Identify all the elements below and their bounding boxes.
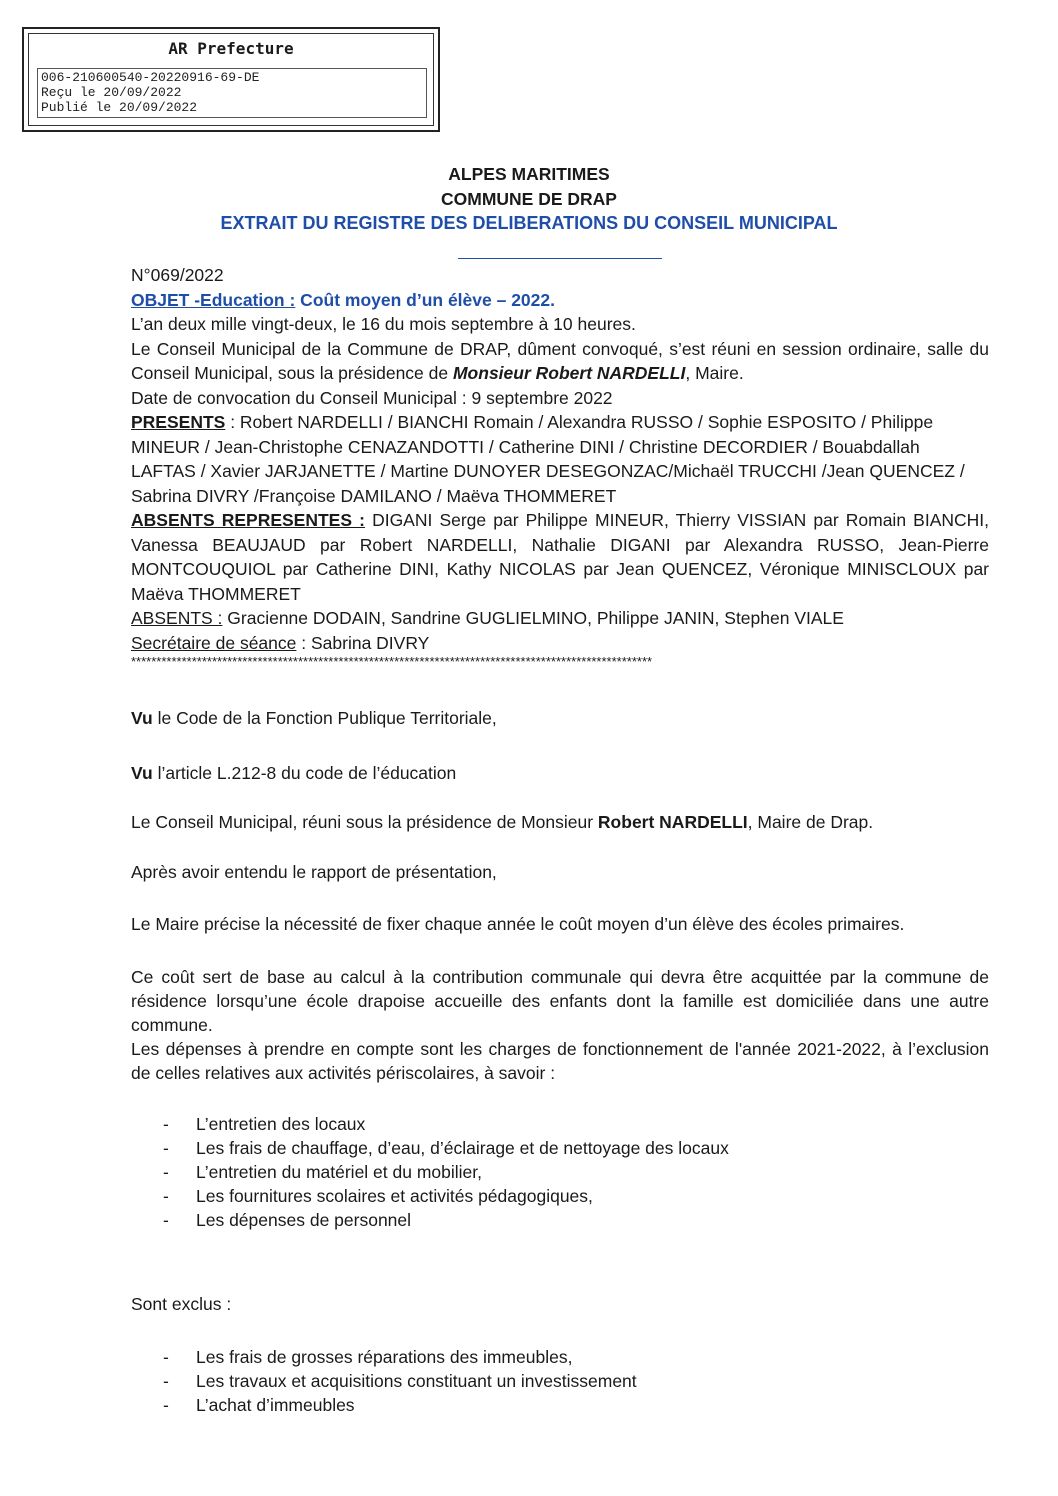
included-expenses-list (131, 1112, 989, 1232)
secretary-label: Secrétaire de séance (131, 632, 297, 653)
presents-paragraph (131, 410, 989, 508)
presents-label: PRESENTS (131, 412, 226, 432)
list-item: - L’entretien du matériel et du mobilier, (163, 1162, 482, 1182)
department-heading: ALPES MARITIMES (448, 164, 610, 184)
list-item: - Les dépenses de personnel (163, 1210, 412, 1230)
council-intro: Le Conseil Municipal, réuni sous la présidence de Monsieur (131, 812, 598, 832)
list-dash: - (163, 1186, 169, 1206)
convocation-paragraph (131, 337, 989, 386)
list-dash: - (163, 1162, 169, 1182)
presents-list: : Robert NARDELLI / BIANCHI Romain / Alexandra RUSSO / Sophie ESPOSITO / Philippe MINEUR / Jean-Christophe CENAZANDOTTI / Catherine DINI / Christine DECORDIER / Bouabdallah LAFTAS / Xavier JARJANETTE / Martine DUNOYER DESEGONZAC/Michaël TRUCCHI /Jean QUENCEZ / Sabrina DIVRY /Françoise DAMILANO / Maëva THOMMERET (131, 412, 965, 506)
list-dash: - (163, 1347, 169, 1367)
list-dash: - (163, 1210, 169, 1230)
vu-text: le Code de la Fonction Publique Territoriale, (152, 708, 497, 728)
vu-label: Vu (131, 708, 153, 728)
vu-code-education (131, 761, 989, 785)
deliberation-header-block (131, 263, 989, 669)
list-dash: - (163, 1371, 169, 1391)
convocation-date: Date de convocation du Conseil Municipal : 9 septembre 2022 (131, 387, 613, 408)
subject-text: Coût moyen d’un élève – 2022. (295, 289, 555, 310)
stamp-reference: 006-210600540-20220916-69-DE (41, 70, 260, 85)
cost-paragraph: Ce coût sert de base au calcul à la contribution communale qui devra être acquittée par la commune de résidence lorsqu’une école drapoise accueille des enfants dont la famille est domiciliée dans une autre commune. (131, 967, 989, 1035)
commune-heading: COMMUNE DE DRAP (441, 189, 617, 209)
secretary-paragraph (131, 631, 989, 656)
stamp-details (37, 68, 427, 118)
stamp-title: AR Prefecture (168, 39, 294, 58)
stamp-published-date: Publié le 20/09/2022 (41, 100, 198, 115)
vu-code-fonction-publique (131, 706, 989, 730)
deliberation-body (131, 706, 989, 1417)
list-item: - Les frais de grosses réparations des immeubles, (163, 1347, 573, 1367)
council-mayor-name: Robert NARDELLI (597, 812, 748, 832)
meeting-date: L’an deux mille vingt-deux, le 16 du mois septembre à 10 heures. (131, 314, 636, 334)
council-paragraph (131, 810, 989, 834)
absents-list: Gracienne DODAIN, Sandrine GUGLIELMINO, Philippe JANIN, Stephen VIALE (222, 608, 844, 628)
list-item: - Les travaux et acquisitions constituant un investissement (163, 1371, 637, 1391)
stamp-received-date: Reçu le 20/09/2022 (41, 85, 182, 100)
list-dash: - (163, 1395, 169, 1415)
list-item: - Les frais de chauffage, d’eau, d’éclairage et de nettoyage des locaux (163, 1138, 729, 1158)
deliberation-subject (131, 288, 989, 313)
absents-paragraph (131, 606, 989, 631)
report-paragraph: Après avoir entendu le rapport de présentation, (131, 862, 497, 882)
vu-label: Vu (131, 763, 153, 783)
secretary-name: : Sabrina DIVRY (296, 632, 430, 653)
subject-label: OBJET -Education : (131, 289, 296, 310)
council-end: , Maire de Drap. (747, 812, 874, 832)
convocation-end: , Maire. (685, 363, 744, 383)
list-dash: - (163, 1114, 169, 1134)
absents-label: ABSENTS : (131, 608, 223, 628)
separator-stars: ******************************************************************************************************* (131, 655, 653, 669)
mayor-paragraph: Le Maire précise la nécessité de fixer chaque année le coût moyen d’un élève des écoles primaires. (131, 914, 905, 934)
deliberation-number: N°069/2022 (131, 265, 224, 285)
excluded-heading: Sont exclus : (131, 1294, 232, 1314)
prefecture-stamp (22, 27, 440, 132)
expenses-paragraph: Les dépenses à prendre en compte sont les charges de fonctionnement de l'année 2021-2022, à l’exclusion de celles relatives aux activités périscolaires, à savoir : (131, 1039, 989, 1083)
stamp-inner-frame (28, 33, 434, 126)
convocation-intro: Le Conseil Municipal de la Commune de DRAP, dûment convoqué, s’est réuni en session ordinaire, salle du Conseil Municipal, sous la présidence de (131, 338, 989, 383)
list-item: - Les fournitures scolaires et activités pédagogiques, (163, 1186, 593, 1206)
absents-represented-label: ABSENTS REPRESENTES : (131, 510, 365, 530)
register-heading: EXTRAIT DU REGISTRE DES DELIBERATIONS DU CONSEIL MUNICIPAL (220, 213, 838, 233)
president-name: Monsieur Robert NARDELLI (452, 363, 686, 383)
list-item: - L’entretien des locaux (163, 1114, 366, 1134)
vu-text: l’article L.212-8 du code de l’éducation (152, 763, 457, 783)
list-dash: - (163, 1138, 169, 1158)
heading-underline (458, 258, 662, 259)
list-item: - L’achat d’immeubles (163, 1395, 355, 1415)
absents-represented-list: DIGANI Serge par Philippe MINEUR, Thierry VISSIAN par Romain BIANCHI, Vanessa BEAUJAUD par Robert NARDELLI, Nathalie DIGANI par Alexandra RUSSO, Jean-Pierre MONTCOUQUIOL par Catherine DINI, Kathy NICOLAS par Jean QUENCEZ, Véronique MINISCLOUX par Maëva THOMMERET (131, 510, 989, 604)
absents-represented-paragraph (131, 508, 989, 606)
excluded-expenses-list (131, 1345, 989, 1417)
